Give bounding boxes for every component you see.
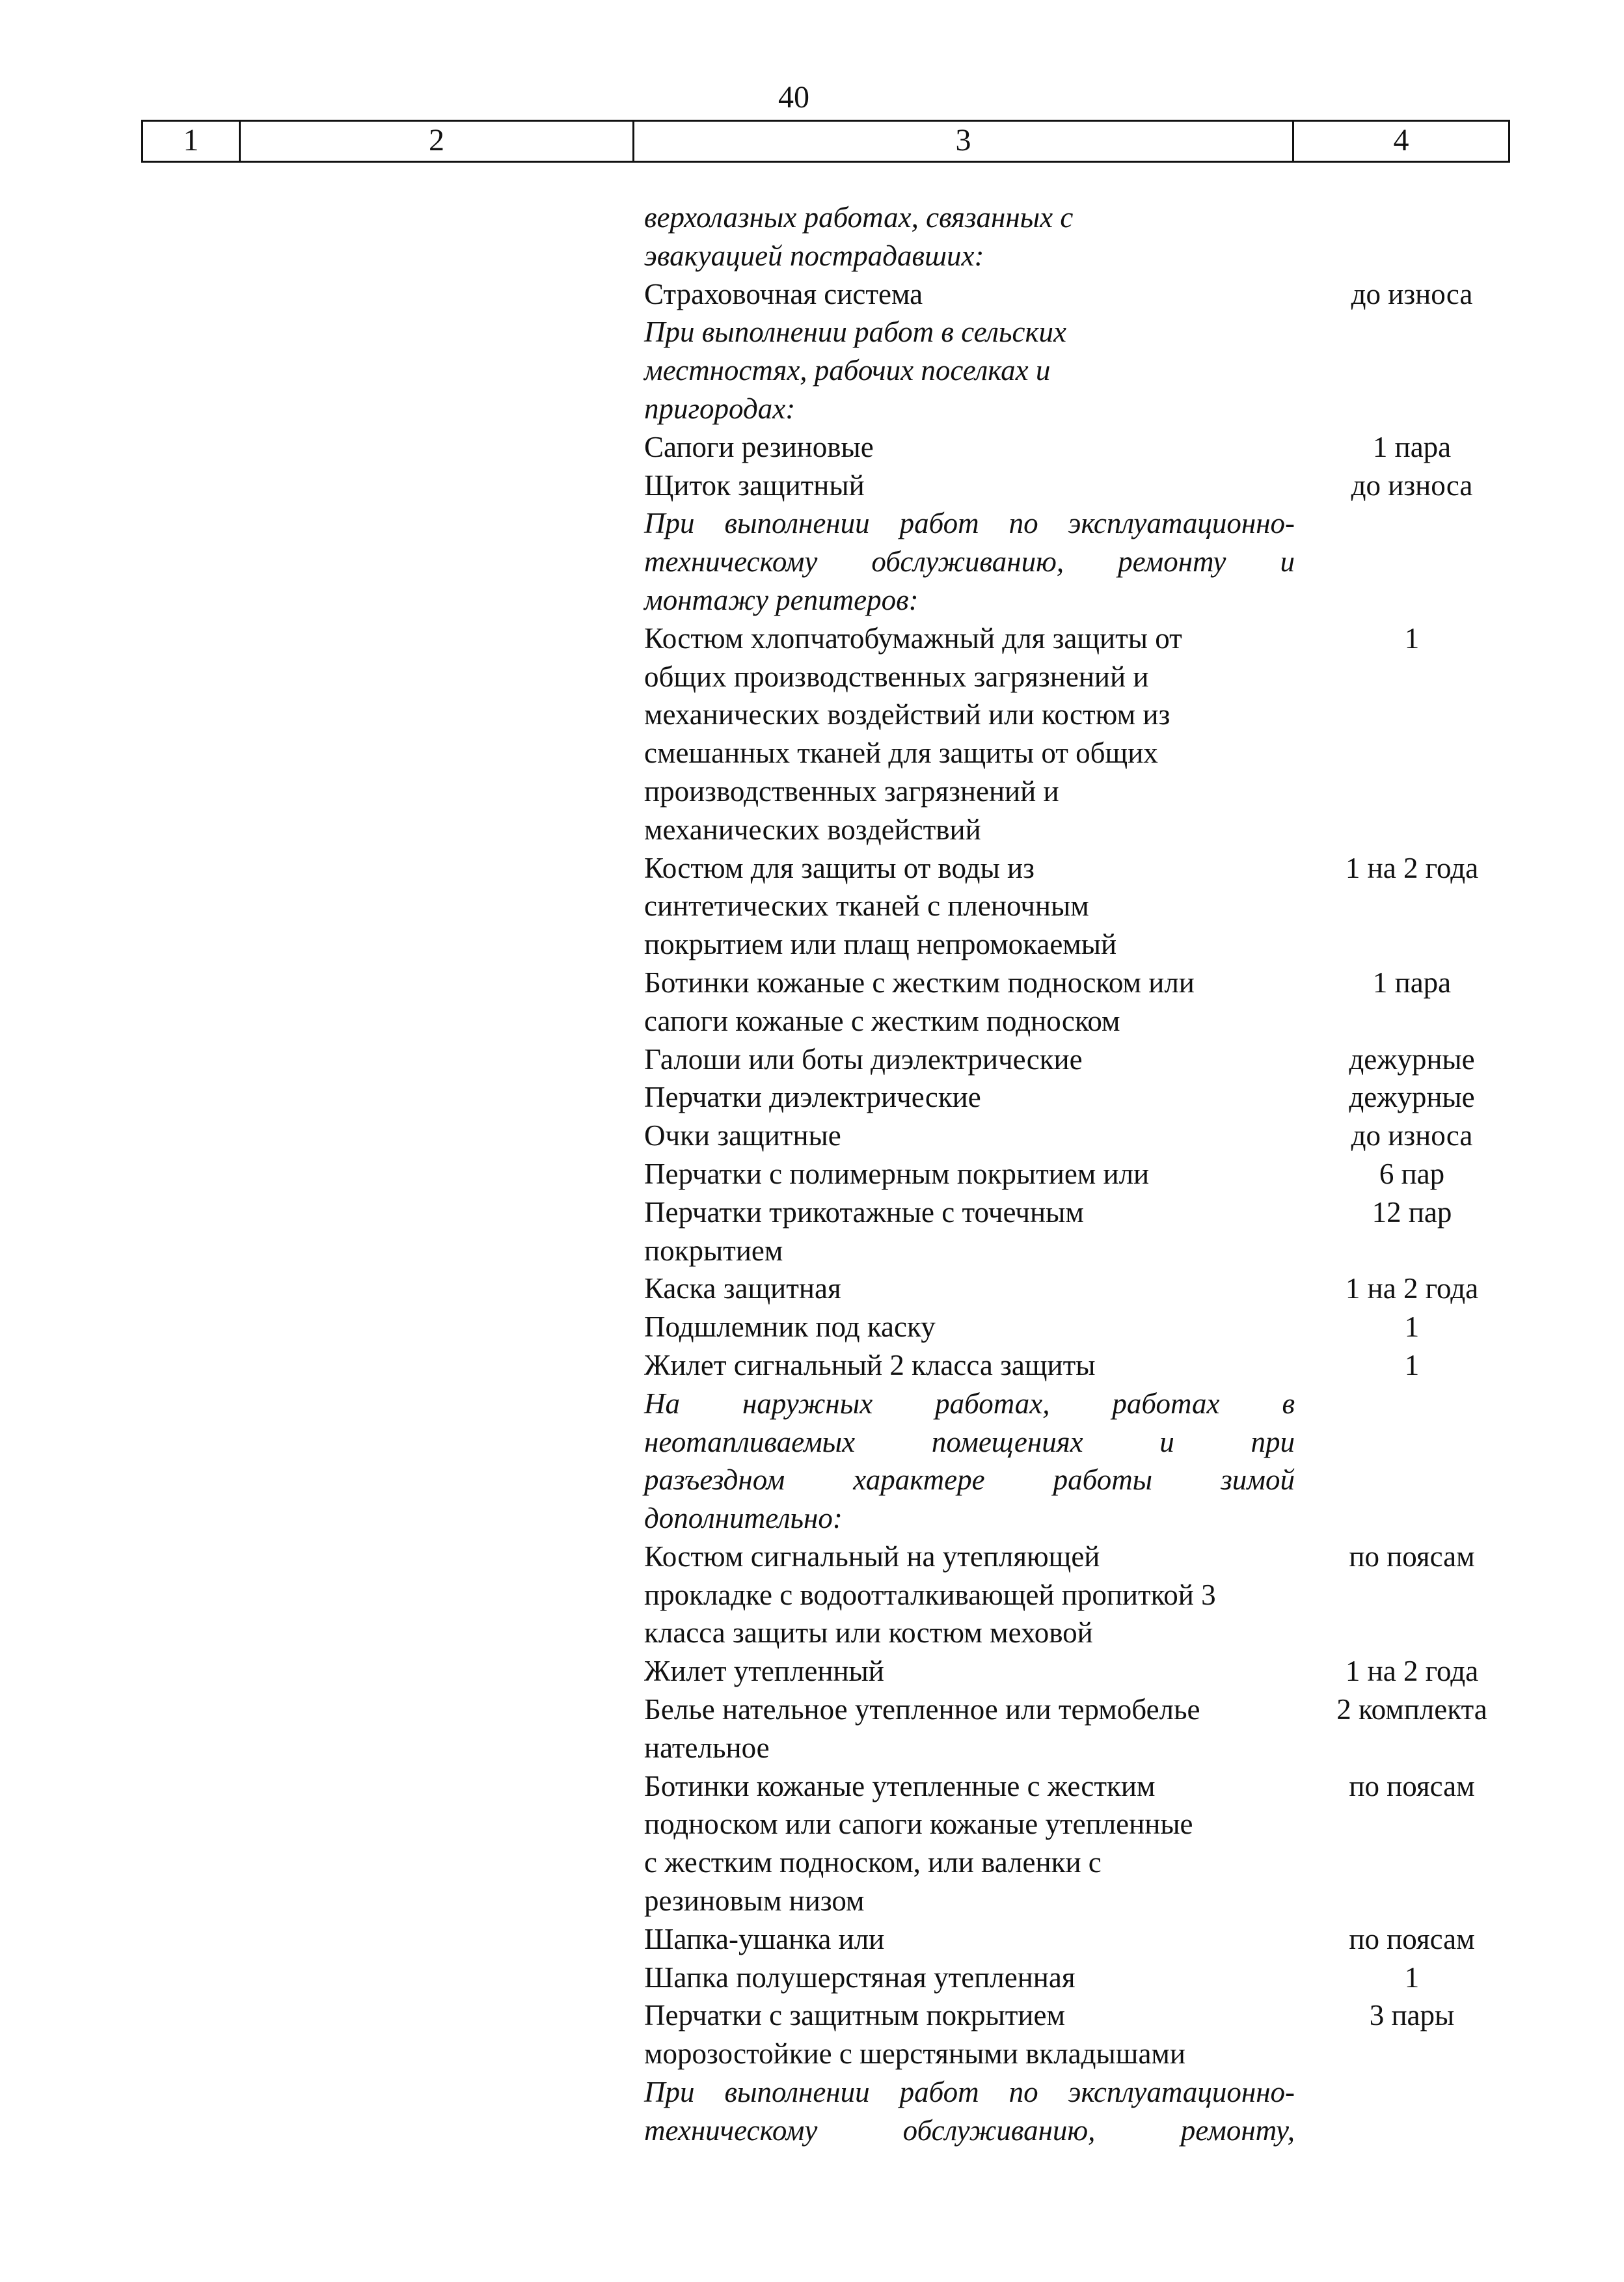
- section-heading-text: [644, 504, 1295, 581]
- text-line: Страховочная система: [644, 277, 923, 310]
- text-line: Костюм для защиты от воды из: [644, 851, 1035, 884]
- text-line: При выполнении работ в сельских: [644, 316, 1067, 349]
- text-line: Белье нательное утепленное или термобелье: [644, 1693, 1200, 1726]
- text-line: Подшлемник под каску: [644, 1311, 936, 1344]
- section-heading: [0, 1385, 1624, 1499]
- equipment-name: [644, 1078, 1295, 1117]
- equipment-name: [644, 849, 1295, 964]
- issue-norm: 1 на 2 года: [1345, 851, 1479, 884]
- text-line: неотапливаемых помещениях и при: [644, 1425, 1295, 1458]
- column-header-4: 4: [1393, 123, 1409, 157]
- section-heading-text: [644, 2073, 1295, 2150]
- text-line: Сапоги резиновые: [644, 430, 874, 463]
- equipment-row: [0, 467, 1624, 505]
- text-line: Шапка-ушанка или: [644, 1922, 885, 1955]
- text-line: производственных загрязнений и: [644, 774, 1059, 808]
- issue-norm: 3 пары: [1369, 1999, 1455, 2032]
- text-line: монтажу репитеров:: [644, 583, 919, 616]
- issue-norm: 2 комплекта: [1336, 1693, 1487, 1726]
- issue-norm: 1 пара: [1372, 966, 1452, 999]
- text-line: Шапка полушерстяная утепленная: [644, 1961, 1076, 1994]
- section-heading: [0, 1499, 1624, 1538]
- text-line: При выполнении работ по эксплуатационно-: [644, 507, 1295, 540]
- section-heading: [0, 198, 1624, 275]
- text-line: общих производственных загрязнений и: [644, 660, 1149, 693]
- text-line: пригородах:: [644, 392, 796, 425]
- equipment-row: [0, 1346, 1624, 1385]
- text-line: механических воздействий или костюм из: [644, 698, 1171, 731]
- equipment-row: [0, 1117, 1624, 1155]
- issue-norm: до износа: [1351, 469, 1473, 502]
- text-line: эвакуацией пострадавших:: [644, 239, 984, 272]
- equipment-row: [0, 1996, 1624, 2073]
- issue-norm: 12 пар: [1372, 1195, 1452, 1229]
- text-line: класса защиты или костюм меховой: [644, 1616, 1093, 1650]
- issue-norm: 6 пар: [1379, 1157, 1445, 1190]
- text-line: с жестким подноском, или валенки с: [644, 1846, 1102, 1879]
- equipment-name: [644, 1117, 1295, 1155]
- text-line: Жилет сигнальный 2 класса защиты: [644, 1348, 1096, 1381]
- equipment-row: [0, 1767, 1624, 1920]
- section-heading: [0, 313, 1624, 428]
- text-line: Галоши или боты диэлектрические: [644, 1042, 1083, 1076]
- equipment-name: [644, 467, 1295, 505]
- equipment-row: [0, 1691, 1624, 1767]
- issue-norm: 1 на 2 года: [1345, 1272, 1479, 1305]
- protective-equipment-list: [0, 198, 1624, 2150]
- section-heading-text: [644, 313, 1295, 428]
- text-line: резиновым низом: [644, 1884, 865, 1918]
- equipment-row: [0, 428, 1624, 467]
- equipment-name: [644, 1691, 1295, 1767]
- column-header-row: [141, 120, 1510, 163]
- issue-norm: 1 пара: [1372, 430, 1452, 463]
- section-heading-text: [644, 581, 1295, 619]
- equipment-name: [644, 1538, 1295, 1652]
- equipment-row: [0, 1652, 1624, 1691]
- text-line: При выполнении работ по эксплуатационно-: [644, 2076, 1295, 2109]
- equipment-row: [0, 275, 1624, 314]
- text-line: Щиток защитный: [644, 469, 865, 502]
- section-heading: [0, 504, 1624, 581]
- equipment-row: [0, 1959, 1624, 1997]
- equipment-name: [644, 964, 1295, 1040]
- equipment-name: [644, 1270, 1295, 1308]
- equipment-name: [644, 1346, 1295, 1385]
- equipment-row: [0, 1538, 1624, 1652]
- text-line: Костюм хлопчатобумажный для защиты от: [644, 621, 1182, 655]
- issue-norm: дежурные: [1349, 1042, 1475, 1076]
- text-line: На наружных работах, работах в: [644, 1387, 1295, 1420]
- text-line: сапоги кожаные с жестким подноском: [644, 1004, 1120, 1037]
- text-line: Перчатки диэлектрические: [644, 1081, 981, 1114]
- text-line: разъездном характере работы зимой: [644, 1463, 1295, 1497]
- section-heading-text: [644, 1385, 1295, 1499]
- issue-norm: дежурные: [1349, 1081, 1475, 1114]
- equipment-name: [644, 275, 1295, 314]
- text-line: Костюм сигнальный на утепляющей: [644, 1540, 1100, 1573]
- equipment-row: [0, 1040, 1624, 1079]
- text-line: подноском или сапоги кожаные утепленные: [644, 1808, 1193, 1841]
- equipment-name: [644, 1155, 1295, 1193]
- equipment-row: [0, 964, 1624, 1040]
- equipment-name: [644, 1308, 1295, 1346]
- equipment-row: [0, 1270, 1624, 1308]
- text-line: Каска защитная: [644, 1272, 841, 1305]
- text-line: механических воздействий: [644, 813, 981, 846]
- issue-norm: по поясам: [1349, 1540, 1475, 1573]
- section-heading: [0, 2073, 1624, 2150]
- text-line: покрытием: [644, 1234, 783, 1267]
- section-heading-text: [644, 198, 1295, 275]
- issue-norm: 1: [1404, 1311, 1420, 1344]
- text-line: синтетических тканей с пленочным: [644, 890, 1089, 923]
- column-header-2: 2: [241, 122, 634, 161]
- text-line: Жилет утепленный: [644, 1655, 884, 1688]
- text-line: Перчатки трикотажные с точечным: [644, 1195, 1084, 1229]
- equipment-name: [644, 1193, 1295, 1270]
- equipment-row: [0, 619, 1624, 849]
- column-header-3: 3: [634, 122, 1294, 161]
- section-heading: [0, 581, 1624, 619]
- text-line: смешанных тканей для защиты от общих: [644, 737, 1158, 770]
- equipment-name: [644, 1996, 1295, 2073]
- column-header-1: 1: [143, 122, 241, 161]
- issue-norm: 1: [1404, 1961, 1420, 1994]
- issue-norm: по поясам: [1349, 1769, 1475, 1802]
- issue-norm: 1: [1404, 621, 1420, 655]
- text-line: Перчатки с защитным покрытием: [644, 1999, 1065, 2032]
- equipment-row: [0, 1078, 1624, 1117]
- text-line: покрытием или плащ непромокаемый: [644, 928, 1117, 961]
- equipment-row: [0, 1155, 1624, 1193]
- equipment-name: [644, 428, 1295, 467]
- text-line: Перчатки с полимерным покрытием или: [644, 1157, 1150, 1190]
- issue-norm: 1: [1404, 1348, 1420, 1381]
- text-line: Ботинки кожаные утепленные с жестким: [644, 1769, 1156, 1802]
- equipment-row: [0, 1920, 1624, 1959]
- text-line: верхолазных работах, связанных с: [644, 201, 1074, 234]
- text-line: прокладке с водоотталкивающей пропиткой 3: [644, 1578, 1216, 1611]
- text-line: местностях, рабочих поселках и: [644, 354, 1051, 387]
- page-number: 40: [778, 80, 809, 115]
- text-line: дополнительно:: [644, 1502, 843, 1535]
- text-line: техническому обслуживанию, ремонту и: [644, 545, 1295, 578]
- equipment-name: [644, 1767, 1295, 1920]
- text-line: морозостойкие с шерстяными вкладышами: [644, 2037, 1185, 2071]
- text-line: Очки защитные: [644, 1119, 841, 1152]
- equipment-name: [644, 1652, 1295, 1691]
- issue-norm: до износа: [1351, 1119, 1473, 1152]
- equipment-name: [644, 1920, 1295, 1959]
- text-line: нательное: [644, 1731, 770, 1764]
- issue-norm: 1 на 2 года: [1345, 1655, 1479, 1688]
- issue-norm: по поясам: [1349, 1922, 1475, 1955]
- equipment-row: [0, 1308, 1624, 1346]
- section-heading-text: [644, 1499, 1295, 1538]
- text-line: техническому обслуживанию, ремонту,: [644, 2113, 1295, 2147]
- text-line: Ботинки кожаные с жестким подноском или: [644, 966, 1195, 999]
- equipment-row: [0, 849, 1624, 964]
- issue-norm: до износа: [1351, 277, 1473, 310]
- equipment-name: [644, 1040, 1295, 1079]
- equipment-name: [644, 619, 1295, 849]
- equipment-row: [0, 1193, 1624, 1270]
- equipment-name: [644, 1959, 1295, 1997]
